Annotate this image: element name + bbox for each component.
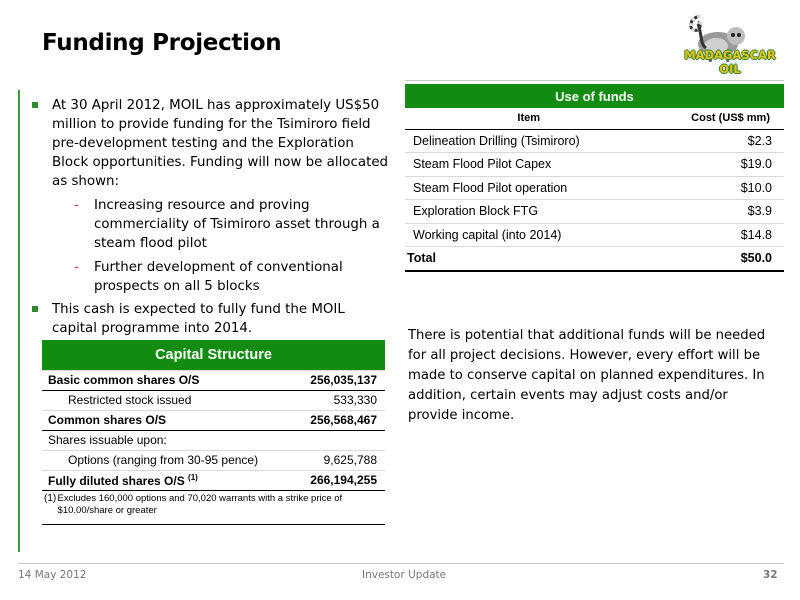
sub-bullet-text: Increasing resource and proving commerciality of Tsimiroro asset through a steam flood pilot [94,198,380,251]
row-label: Options (ranging from 30-95 pence) [42,450,288,470]
row-label: Restricted stock issued [42,390,288,410]
capital-structure-header: Capital Structure [42,340,385,370]
footnote-row [42,490,385,524]
table-row [42,410,385,430]
total-label: Total [405,247,652,271]
item-cell: Steam Flood Pilot Capex [405,153,652,177]
left-accent-bar [18,90,20,552]
dash-icon: - [74,198,79,213]
total-row [405,247,784,271]
cost-cell: $3.9 [652,200,784,224]
row-value: 256,035,137 [288,370,385,390]
footnote-reference: (1) [188,472,198,482]
row-label [42,470,288,490]
bullet-list [32,96,392,342]
footnote [42,490,385,524]
bullet-text: At 30 April 2012, MOIL has approximately US$50 million to provide funding for the Tsimiroro field pre-development testing and the Exploration Block opportunities. Funding will now be allocated as shown: [52,98,389,189]
item-cell: Exploration Block FTG [405,200,652,224]
footer-date: 14 May 2012 [18,569,87,581]
bullet-square-icon [32,102,38,108]
item-cell: Working capital (into 2014) [405,223,652,247]
table-row [405,129,784,153]
cost-cell: $2.3 [652,129,784,153]
row-label-text: Fully diluted shares O/S [48,473,185,488]
cost-cell: $19.0 [652,153,784,177]
footer-divider [18,563,784,564]
cost-cell: $14.8 [652,223,784,247]
logo-text: MADAGASCAR OIL [684,48,776,76]
funding-note: There is potential that additional funds will be needed for all project decisions. However, every effort will be made to conserve capital on planned expenditures. In addition, certain events may adjust costs and/or provide income. [408,328,766,423]
title-divider [405,80,784,81]
row-value: 266,194,255 [288,470,385,490]
page-title: Funding Projection [42,30,282,56]
item-cell: Delineation Drilling (Tsimiroro) [405,129,652,153]
row-label: Shares issuable upon: [42,430,385,450]
sub-bullet-text: Further development of conventional prospects on all 5 blocks [94,260,343,294]
row-label: Basic common shares O/S [42,370,288,390]
table-row [405,153,784,177]
bullet-item [32,96,392,296]
use-of-funds-header: Use of funds [405,84,784,108]
row-label: Common shares O/S [42,410,288,430]
column-header-item: Item [405,108,652,129]
item-cell: Steam Flood Pilot operation [405,176,652,200]
row-value: 533,330 [288,390,385,410]
bullet-square-icon [32,306,38,312]
table-row [405,176,784,200]
dash-icon: - [74,260,79,275]
cost-cell: $10.0 [652,176,784,200]
column-header-cost: Cost (US$ mm) [652,108,784,129]
use-of-funds-table [405,84,784,272]
row-value: 256,568,467 [288,410,385,430]
footnote-mark: (1) [44,492,57,504]
footer-title: Investor Update [362,569,447,581]
bullet-item [32,300,392,338]
table-row [42,450,385,470]
sub-bullet-item [52,258,392,296]
table-row [42,390,385,410]
table-row [42,430,385,450]
company-logo [672,10,788,76]
sub-bullet-item [52,196,392,253]
table-row [42,370,385,390]
total-value: $50.0 [652,247,784,271]
capital-structure-table [42,340,385,525]
table-row [405,223,784,247]
table-row [405,200,784,224]
footnote-text: Excludes 160,000 options and 70,020 warrants with a strike price of $10.00/share or greater [57,492,343,516]
bullet-text: This cash is expected to fully fund the MOIL capital programme into 2014. [52,302,345,336]
table-row [42,470,385,490]
row-value: 9,625,788 [288,450,385,470]
page-number: 32 [763,569,778,581]
